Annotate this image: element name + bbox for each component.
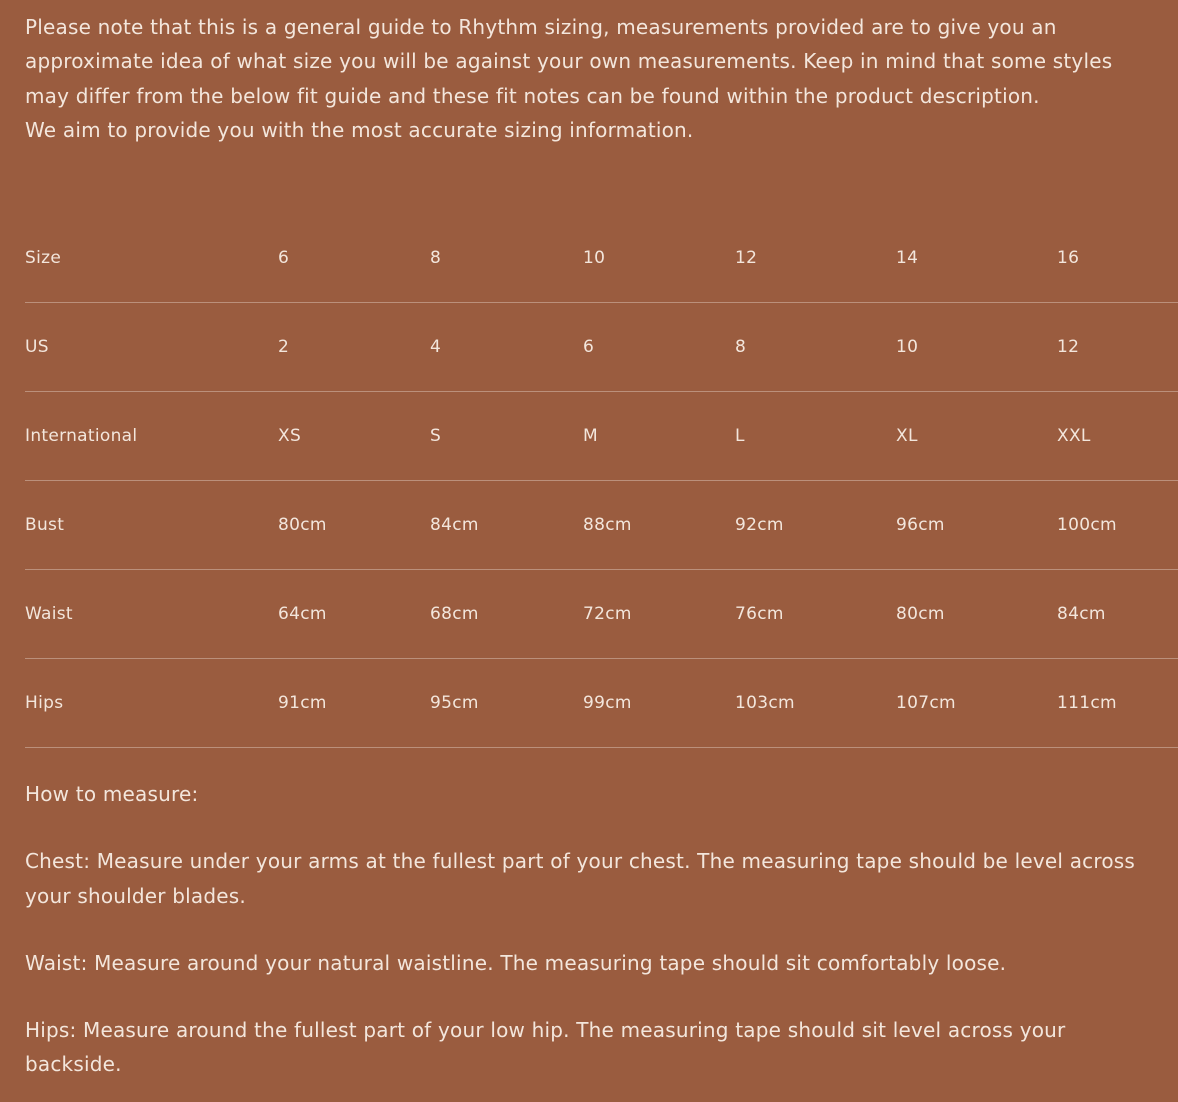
table-cell: 12: [1057, 337, 1080, 357]
row-label: Hips: [25, 693, 64, 713]
table-cell: 10: [583, 248, 606, 268]
table-cell: 12: [735, 248, 758, 268]
table-cell: 95cm: [430, 693, 479, 713]
row-label: Bust: [25, 515, 65, 535]
table-cell: 16: [1057, 248, 1080, 268]
table-cell: 14: [896, 248, 919, 268]
table-cell: S: [430, 426, 442, 446]
row-label: US: [25, 337, 49, 357]
table-cell: 103cm: [735, 693, 795, 713]
chest-instructions: Chest: Measure under your arms at the fullest part of your chest. The measuring tape should be level across your shoulder blades.: [25, 849, 1136, 908]
table-cell: 8: [430, 248, 442, 268]
table-row: [25, 392, 1178, 481]
how-to-measure-heading: How to measure:: [25, 782, 199, 806]
table-row: [25, 214, 1178, 303]
table-cell: 91cm: [278, 693, 327, 713]
table-cell: 68cm: [430, 604, 479, 624]
row-label: Waist: [25, 604, 73, 624]
table-cell: 2: [278, 337, 290, 357]
row-label: Size: [25, 248, 62, 268]
table-row: [25, 481, 1178, 570]
intro-note: Please note that this is a general guide to Rhythm sizing, measurements provided are to give you an approximate idea of what size you will be against your own measurements. Keep in mind that some styles may differ from the below fit guide and these fit notes can be found within the product description.: [25, 15, 1113, 108]
table-cell: XS: [278, 426, 302, 446]
table-cell: 4: [430, 337, 442, 357]
table-cell: 64cm: [278, 604, 327, 624]
waist-instructions: Waist: Measure around your natural waistline. The measuring tape should sit comfortably loose.: [25, 950, 1007, 975]
table-cell: 84cm: [430, 515, 479, 535]
row-label: International: [25, 426, 138, 446]
table-cell: 76cm: [735, 604, 784, 624]
table-cell: XXL: [1057, 426, 1091, 446]
table-cell: 111cm: [1057, 693, 1117, 713]
table-cell: 80cm: [896, 604, 945, 624]
table-cell: M: [583, 426, 598, 446]
table-cell: XL: [896, 426, 918, 446]
intro-accuracy-note: We aim to provide you with the most accurate sizing information.: [25, 117, 694, 142]
table-cell: 99cm: [583, 693, 632, 713]
table-cell: 92cm: [735, 515, 784, 535]
table-row: [25, 659, 1178, 748]
table-cell: 96cm: [896, 515, 945, 535]
table-cell: 80cm: [278, 515, 327, 535]
table-cell: 84cm: [1057, 604, 1106, 624]
table-row: [25, 570, 1178, 659]
table-cell: 72cm: [583, 604, 632, 624]
table-cell: 100cm: [1057, 515, 1117, 535]
table-cell: 107cm: [896, 693, 956, 713]
table-cell: 6: [583, 337, 595, 357]
how-to-measure-section: [25, 777, 1145, 1082]
table-cell: L: [735, 426, 745, 446]
hips-instructions: Hips: Measure around the fullest part of your low hip. The measuring tape should sit level across your backside.: [25, 1018, 1066, 1077]
table-cell: 6: [278, 248, 290, 268]
table-cell: 88cm: [583, 515, 632, 535]
table-cell: 10: [896, 337, 919, 357]
size-chart-table: [25, 214, 1178, 748]
table-row: [25, 303, 1178, 392]
table-cell: 8: [735, 337, 747, 357]
size-guide-intro: [25, 10, 1145, 147]
